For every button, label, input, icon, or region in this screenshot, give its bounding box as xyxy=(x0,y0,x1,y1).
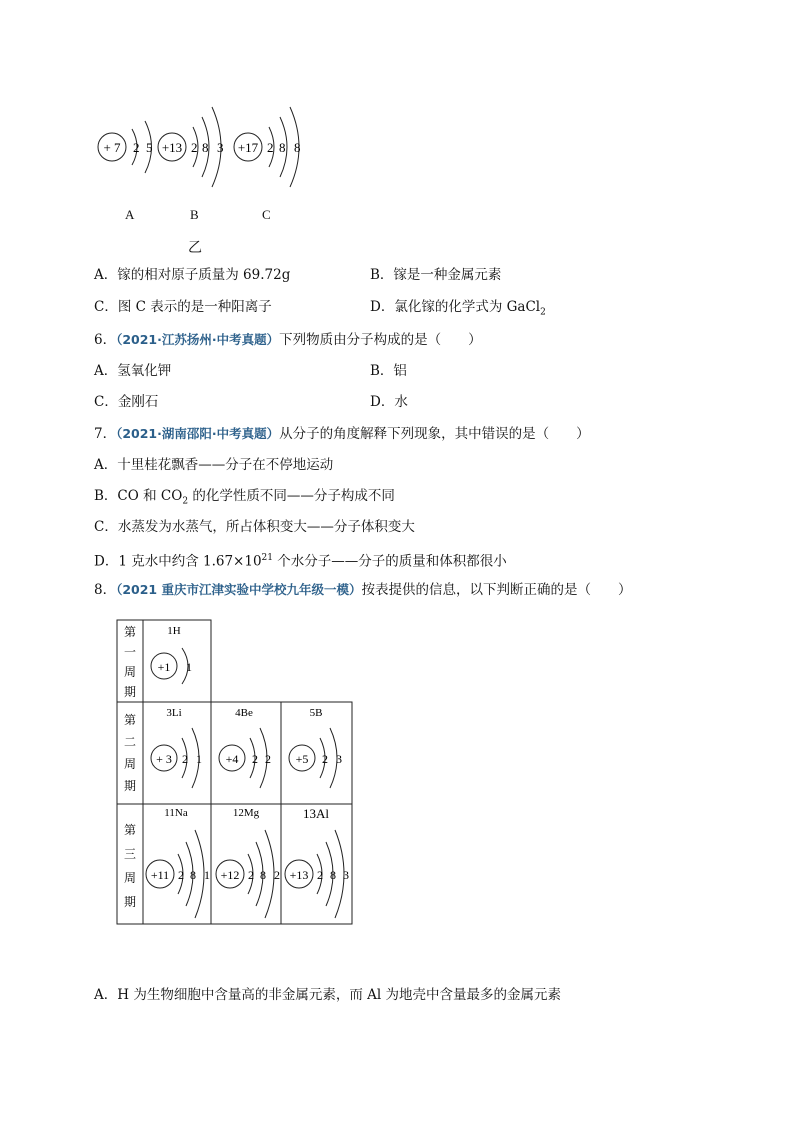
element-al-nucleus: +13 xyxy=(289,868,309,882)
figure-label-c: C xyxy=(262,207,271,222)
q8-stem xyxy=(94,581,632,599)
svg-text:期: 期 xyxy=(123,779,137,793)
element-be-shell-1: 2 xyxy=(252,752,258,766)
figure-caption: 乙 xyxy=(188,241,202,256)
element-b-symbol: 5B xyxy=(309,707,323,719)
element-h xyxy=(151,625,192,684)
element-al-symbol: 13Al xyxy=(303,806,329,821)
atom-diagrams-top xyxy=(90,95,320,195)
q5-option-d xyxy=(370,298,546,322)
element-li-shell-2: 1 xyxy=(196,752,202,766)
element-be-symbol: 4Be xyxy=(235,707,253,719)
element-li-shell-1: 2 xyxy=(182,752,188,766)
element-h-shell-1: 1 xyxy=(186,660,192,674)
atom-b xyxy=(158,107,224,187)
q6-option-b: B．铝 xyxy=(370,363,407,379)
period-1-label xyxy=(124,625,136,699)
element-na-shell-3: 1 xyxy=(204,868,210,882)
q8-stem-text: 按表提供的信息，以下判断正确的是（ ） xyxy=(361,582,632,598)
atom-c-shell-1: 2 xyxy=(267,140,274,155)
element-be-nucleus: +4 xyxy=(225,752,239,766)
periodic-table-figure xyxy=(112,618,357,930)
element-al xyxy=(285,806,349,918)
svg-text:期: 期 xyxy=(123,895,137,909)
q6-option-c: C．金刚石 xyxy=(94,394,159,410)
q6-option-d: D．水 xyxy=(370,394,408,410)
svg-text:一: 一 xyxy=(123,645,137,659)
element-h-symbol: 1H xyxy=(167,625,181,637)
element-na xyxy=(146,807,210,918)
q7-option-d xyxy=(94,549,507,571)
q7-stem-text: 从分子的角度解释下列现象，其中错误的是（ ） xyxy=(279,426,590,442)
element-mg-shell-1: 2 xyxy=(248,868,254,882)
element-na-symbol: 11Na xyxy=(164,807,188,819)
q8-number: 8． xyxy=(94,582,117,598)
element-b-shell-2: 3 xyxy=(336,752,342,766)
element-mg-nucleus: +12 xyxy=(220,868,240,882)
svg-text:周: 周 xyxy=(123,665,137,679)
q7-option-b-sub: 2 xyxy=(182,496,189,507)
q5-option-d-text: D．氯化镓的化学式为 GaCl xyxy=(370,299,541,315)
svg-text:第: 第 xyxy=(123,713,137,727)
svg-text:周: 周 xyxy=(123,757,137,771)
element-be xyxy=(219,707,271,788)
q7-option-b xyxy=(94,487,395,511)
atom-a-shell-1: 2 xyxy=(133,140,140,155)
q6-number: 6． xyxy=(94,332,117,348)
q5-option-d-sub: 2 xyxy=(540,307,546,318)
q7-option-b-text: B．CO 和 CO xyxy=(94,488,183,504)
svg-text:二: 二 xyxy=(123,735,137,749)
element-li-nucleus: + 3 xyxy=(156,752,172,766)
element-mg-shell-2: 8 xyxy=(260,868,266,882)
element-mg-symbol: 12Mg xyxy=(232,807,260,819)
atom-b-nucleus: +13 xyxy=(161,140,183,155)
atom-b-shell-1: 2 xyxy=(191,140,198,155)
q7-stem xyxy=(94,425,590,443)
svg-text:三: 三 xyxy=(123,847,137,861)
q6-option-a: A．氢氧化钾 xyxy=(94,363,172,379)
q5-option-a: A．镓的相对原子质量为 69.72g xyxy=(94,267,291,283)
q8-option-a: A．H 为生物细胞中含量高的非金属元素，而 Al 为地壳中含量最多的金属元素 xyxy=(94,987,561,1003)
element-al-shell-1: 2 xyxy=(317,868,323,882)
atom-c xyxy=(234,107,301,187)
atom-a-shell-2: 5 xyxy=(146,140,153,155)
q7-source: （2021·湖南邵阳·中考真题） xyxy=(116,426,280,441)
q5-option-b: B．镓是一种金属元素 xyxy=(370,267,502,283)
svg-text:第: 第 xyxy=(123,625,137,639)
atom-b-shell-3: 3 xyxy=(217,140,224,155)
figure-label-b: B xyxy=(190,207,199,222)
element-b-shell-1: 2 xyxy=(322,752,328,766)
figure-label-a: A xyxy=(125,207,135,222)
svg-text:第: 第 xyxy=(123,823,137,837)
atom-b-shell-2: 8 xyxy=(202,140,209,155)
svg-text:周: 周 xyxy=(123,871,137,885)
q7-option-a: A．十里桂花飘香——分子在不停地运动 xyxy=(94,457,334,473)
element-na-shell-2: 8 xyxy=(190,868,196,882)
element-al-shell-3: 3 xyxy=(343,868,349,882)
element-na-nucleus: +11 xyxy=(150,868,170,882)
atom-a-nucleus: + 7 xyxy=(103,140,121,155)
q7-option-d-suffix: 个水分子——分子的质量和体积都很小 xyxy=(273,553,507,570)
q6-stem-text: 下列物质由分子构成的是（ ） xyxy=(279,332,482,348)
atom-a xyxy=(98,121,153,173)
atom-c-nucleus: +17 xyxy=(237,140,259,155)
q7-option-d-text: D．1 克水中约含 1.67×10 xyxy=(94,553,262,570)
element-mg-shell-3: 2 xyxy=(274,868,280,882)
element-be-shell-2: 2 xyxy=(265,752,271,766)
q6-source: （2021·江苏扬州·中考真题） xyxy=(116,332,280,347)
period-3-label xyxy=(124,823,136,909)
q7-option-d-sup: 21 xyxy=(261,553,273,563)
q6-stem xyxy=(94,331,482,349)
element-mg xyxy=(216,807,280,918)
element-li-symbol: 3Li xyxy=(166,707,182,719)
atom-c-shell-2: 8 xyxy=(279,140,286,155)
element-li xyxy=(151,707,202,788)
q7-option-c: C．水蒸发为水蒸气，所占体积变大——分子体积变大 xyxy=(94,519,415,535)
period-2-label xyxy=(124,713,136,793)
element-b-nucleus: +5 xyxy=(295,752,309,766)
element-na-shell-1: 2 xyxy=(178,868,184,882)
element-h-nucleus: +1 xyxy=(157,660,171,674)
q7-option-b-suffix: 的化学性质不同——分子构成不同 xyxy=(188,488,395,504)
q8-source: （2021 重庆市江津实验中学校九年级一模） xyxy=(116,582,362,597)
atom-c-shell-3: 8 xyxy=(294,140,301,155)
q5-option-c: C．图 C 表示的是一种阳离子 xyxy=(94,299,272,315)
element-al-shell-2: 8 xyxy=(330,868,336,882)
element-b xyxy=(289,707,342,788)
q7-number: 7． xyxy=(94,426,117,442)
svg-text:期: 期 xyxy=(123,685,137,699)
